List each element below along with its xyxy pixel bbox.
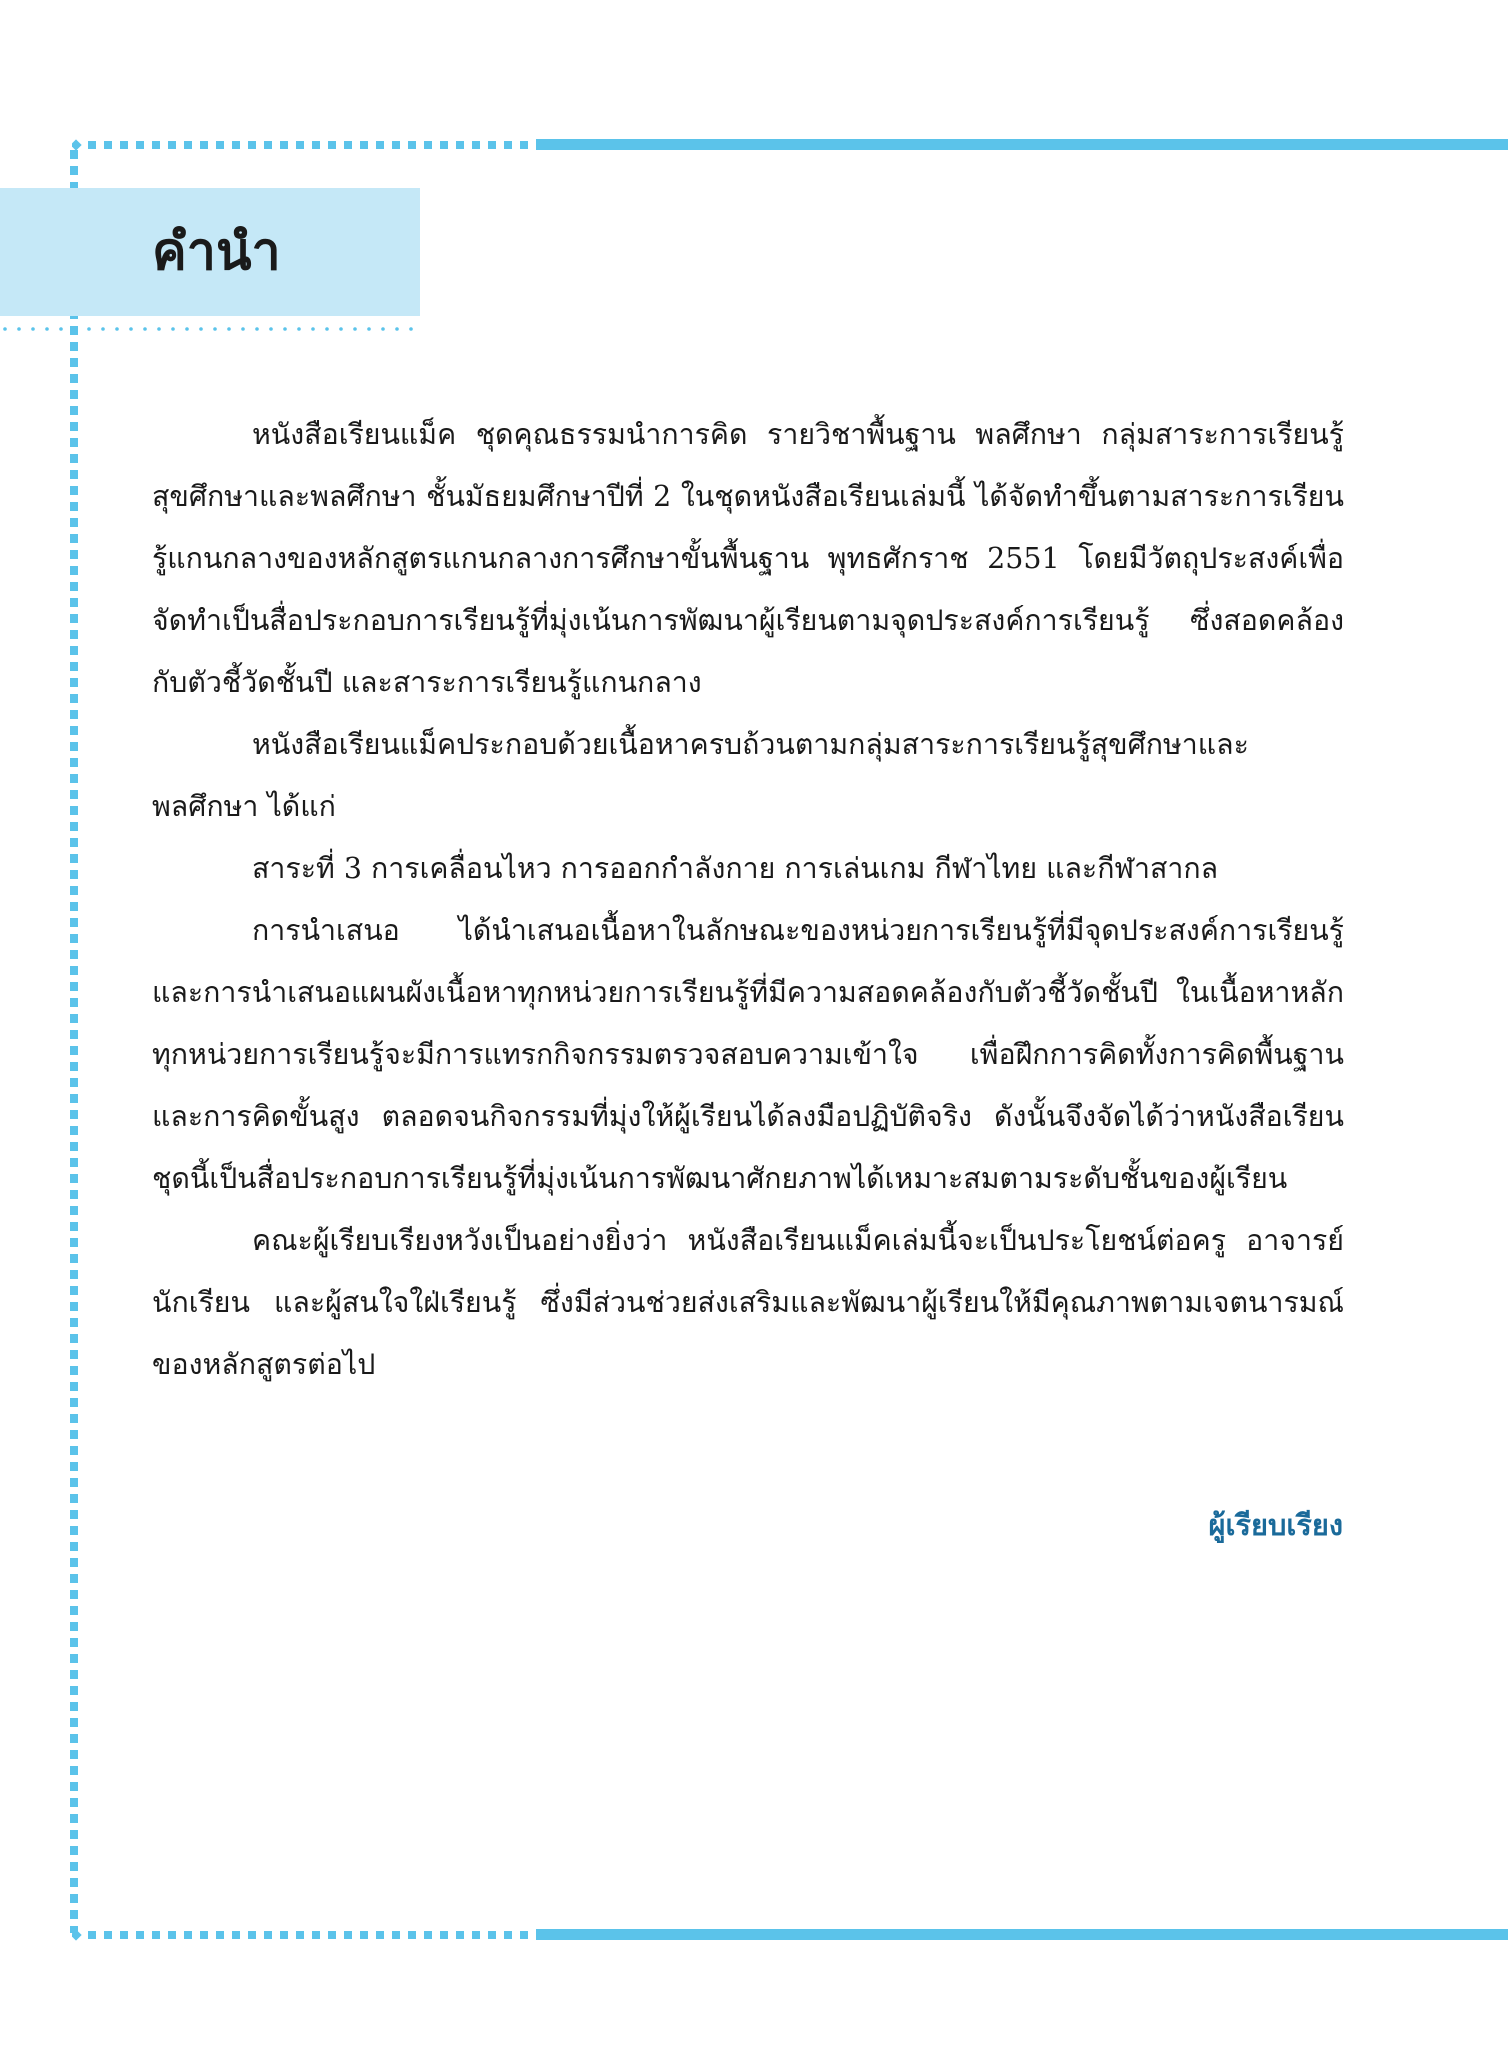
author-signature: ผู้เรียบเรียง xyxy=(1208,1508,1343,1542)
paragraph: การนำเสนอ ได้นำเสนอเนื้อหาในลักษณะของหน่วยการเรียนรู้ที่มีจุดประสงค์การเรียนรู้และการนำเสนอแผนผังเนื้อหาทุกหน่วยการเรียนรู้ที่มีความสอดคล้องกับตัวชี้วัดชั้นปี ในเนื้อหาหลักทุกหน่วยการเรียนรู้จะมีการแทรกกิจกรรมตรวจสอบความเข้าใจ เพื่อฝึกการคิดทั้งการคิดพื้นฐานและการคิดขั้นสูง ตลอดจนกิจกรรมที่มุ่งให้ผู้เรียนได้ลงมือปฏิบัติจริง ดังนั้นจึงจัดได้ว่าหนังสือเรียนชุดนี้เป็นสื่อประกอบการเรียนรู้ที่มุ่งเน้นการพัฒนาศักยภาพได้เหมาะสมตามระดับชั้นของผู้เรียน xyxy=(152,914,1344,1195)
page-title: คำนำ xyxy=(152,222,281,282)
top-decorative-border xyxy=(72,138,1508,152)
paragraph: สาระที่ 3 การเคลื่อนไหว การออกกำลังกาย การเล่นเกม กีฬาไทย และกีฬาสากล xyxy=(252,852,1219,885)
paragraph: คณะผู้เรียบเรียงหวังเป็นอย่างยิ่งว่า หนังสือเรียนแม็คเล่มนี้จะเป็นประโยชน์ต่อครู อาจารย์ นักเรียน และผู้สนใจใฝ่เรียนรู้ ซึ่งมีส่วนช่วยส่งเสริมและพัฒนาผู้เรียนให้มีคุณภาพตามเจตนารมณ์ของหลักสูตรต่อไป xyxy=(152,1224,1344,1381)
paragraph: หนังสือเรียนแม็คประกอบด้วยเนื้อหาครบถ้วนตามกลุ่มสาระการเรียนรู้สุขศึกษาและพลศึกษา ได้แก่ xyxy=(152,728,1249,823)
bottom-decorative-border xyxy=(72,1928,1508,1942)
paragraph: หนังสือเรียนแม็ค ชุดคุณธรรมนำการคิด รายวิชาพื้นฐาน พลศึกษา กลุ่มสาระการเรียนรู้สุขศึกษาและพลศึกษา ชั้นมัธยมศึกษาปีที่ 2 ในชุดหนังสือเรียนเล่มนี้ ได้จัดทำขึ้นตามสาระการเรียนรู้แกนกลางของหลักสูตรแกนกลางการศึกษาขั้นพื้นฐาน พุทธศักราช 2551 โดยมีวัตถุประสงค์เพื่อจัดทำเป็นสื่อประกอบการเรียนรู้ที่มุ่งเน้นการพัฒนาผู้เรียนตามจุดประสงค์การเรียนรู้ ซึ่งสอดคล้องกับตัวชี้วัดชั้นปี และสาระการเรียนรู้แกนกลาง xyxy=(152,418,1344,699)
title-dotted-underline xyxy=(0,326,420,332)
preface-body xyxy=(152,404,1344,1396)
left-decorative-border xyxy=(69,148,79,1933)
